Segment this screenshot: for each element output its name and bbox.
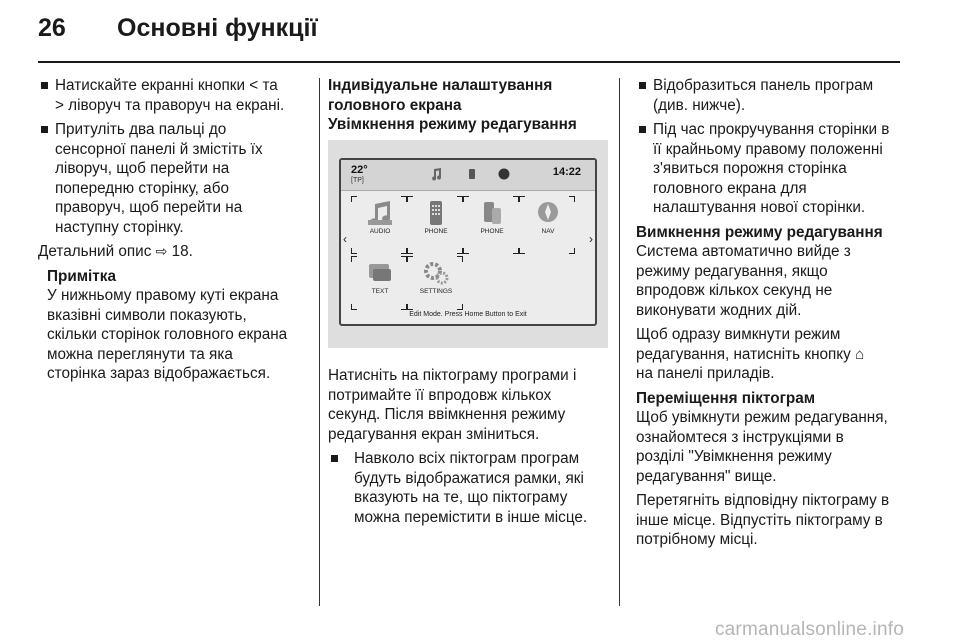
subsection-title: Увімкнення режиму редагування xyxy=(328,116,577,133)
paragraph: Щоб увімкнути режим редагування, ознайомтеся з інструкціями в розділі "Увімкнення режиму редагування" вище. xyxy=(636,409,888,485)
phone-small-icon xyxy=(465,167,479,181)
edit-frame-corner xyxy=(351,248,357,254)
record-icon xyxy=(497,167,511,181)
edit-mode-message: Edit Mode. Press Home Button to Exit xyxy=(409,311,527,318)
bullet-item xyxy=(636,76,906,115)
edit-frame-corner xyxy=(457,304,463,310)
text-message-icon xyxy=(366,260,394,286)
bullet-text: Навколо всіх піктограм програм будуть відображатися рамки, які вказують на те, що піктограму можна перемістити в інше місце. xyxy=(354,450,588,526)
bullet-item xyxy=(38,76,313,115)
app-settings[interactable]: SETTINGS xyxy=(411,260,461,295)
section-title: Вимкнення режиму редагування xyxy=(636,223,883,241)
page-number: 26 xyxy=(38,14,66,42)
paragraph: на панелі приладів. xyxy=(636,365,775,382)
home-button-icon: ⌂ xyxy=(855,345,865,363)
column-3 xyxy=(636,76,906,550)
note-body: У нижньому правому куті екрана вказівні символи показують, скільки сторінок головного екрана можна переглянути та яка сторінка зараз відображається. xyxy=(47,287,288,382)
edit-frame-corner xyxy=(457,256,463,262)
clock: 14:22 xyxy=(552,166,581,178)
bullet-item xyxy=(636,120,906,218)
edit-frame-corner xyxy=(407,256,413,262)
edit-frame-corner xyxy=(407,248,413,254)
edit-frame-corner xyxy=(351,196,357,202)
app-nav[interactable]: NAV xyxy=(523,200,573,235)
settings-gear-icon xyxy=(422,260,450,286)
app-phone[interactable]: PHONE xyxy=(467,200,517,235)
header-rule xyxy=(38,61,900,63)
arrow-ref-icon: ⇨ xyxy=(155,243,168,259)
display-screen xyxy=(339,158,597,326)
bullet-text: Під час прокручування сторінки в її крайньому правому положенні з'явиться порожня сторінка головного екрана для налаштування нової сторінки. xyxy=(653,121,890,216)
column-divider-2 xyxy=(619,78,620,606)
nav-compass-icon xyxy=(534,200,562,226)
paragraph: Перетягніть відповідну піктограму в інше місце. Відпустіть піктограму в потрібному місці. xyxy=(636,492,890,548)
audio-icon xyxy=(366,200,394,226)
tp-label: [TP] xyxy=(351,177,364,184)
section-title: Індивідуальне налаштування головного екрана xyxy=(328,77,553,114)
page-title: Основні функції xyxy=(117,14,318,42)
watermark: carmanualsonline.info xyxy=(714,619,904,640)
section-title: Переміщення піктограм xyxy=(636,389,816,407)
edit-frame-corner xyxy=(463,196,469,202)
column-1 xyxy=(38,76,313,384)
bullet-item xyxy=(328,449,613,527)
home-screen-edit-mode-figure xyxy=(328,140,608,348)
column-2 xyxy=(328,76,613,135)
status-bar xyxy=(341,160,595,191)
edit-frame-corner xyxy=(519,196,525,202)
edit-frame-corner xyxy=(407,304,413,310)
paragraph: Система автоматично вийде з режиму редагування, якщо впродовж кількох секунд не виконувати жодних дій. xyxy=(636,243,851,319)
app-text[interactable]: TEXT xyxy=(355,260,405,295)
temperature: 22° xyxy=(351,164,368,176)
app-audio[interactable]: AUDIO xyxy=(355,200,405,235)
page-right-arrow-icon[interactable]: › xyxy=(589,232,593,246)
bullet-text: Притуліть два пальці до сенсорної панелі й змістіть їх ліворуч, щоб перейти на попередню сторінку, або праворуч, щоб перейти на наступну сторінку. xyxy=(55,121,263,236)
music-note-icon xyxy=(429,167,443,181)
edit-frame-corner xyxy=(351,304,357,310)
bullet-item xyxy=(38,120,313,237)
column-2-lower xyxy=(328,366,613,527)
edit-frame-corner xyxy=(569,248,575,254)
edit-frame-corner xyxy=(569,196,575,202)
detail-reference: Детальний опис ⇨ 18. xyxy=(38,243,193,260)
phone-keypad-icon xyxy=(422,200,450,226)
bullet-text: Натискайте екранні кнопки < та > ліворуч та праворуч на екрані. xyxy=(55,77,285,114)
app-phone-keypad[interactable]: PHONE xyxy=(411,200,461,235)
page-left-arrow-icon[interactable]: ‹ xyxy=(343,232,347,246)
edit-frame-corner xyxy=(463,248,469,254)
phone-icon xyxy=(478,200,506,226)
edit-frame-corner xyxy=(407,196,413,202)
paragraph: Щоб одразу вимкнути режим редагування, натисніть кнопку ⌂ xyxy=(636,326,865,363)
bullet-text: Відобразиться панель програм (див. нижче). xyxy=(653,77,874,114)
note-title: Примітка xyxy=(47,267,116,285)
paragraph: Натисніть на піктограму програми і потримайте її впродовж кількох секунд. Після ввімкнення режиму редагування екран зміниться. xyxy=(328,367,577,443)
edit-frame-corner xyxy=(519,248,525,254)
edit-frame-corner xyxy=(351,256,357,262)
column-divider-1 xyxy=(319,78,320,606)
